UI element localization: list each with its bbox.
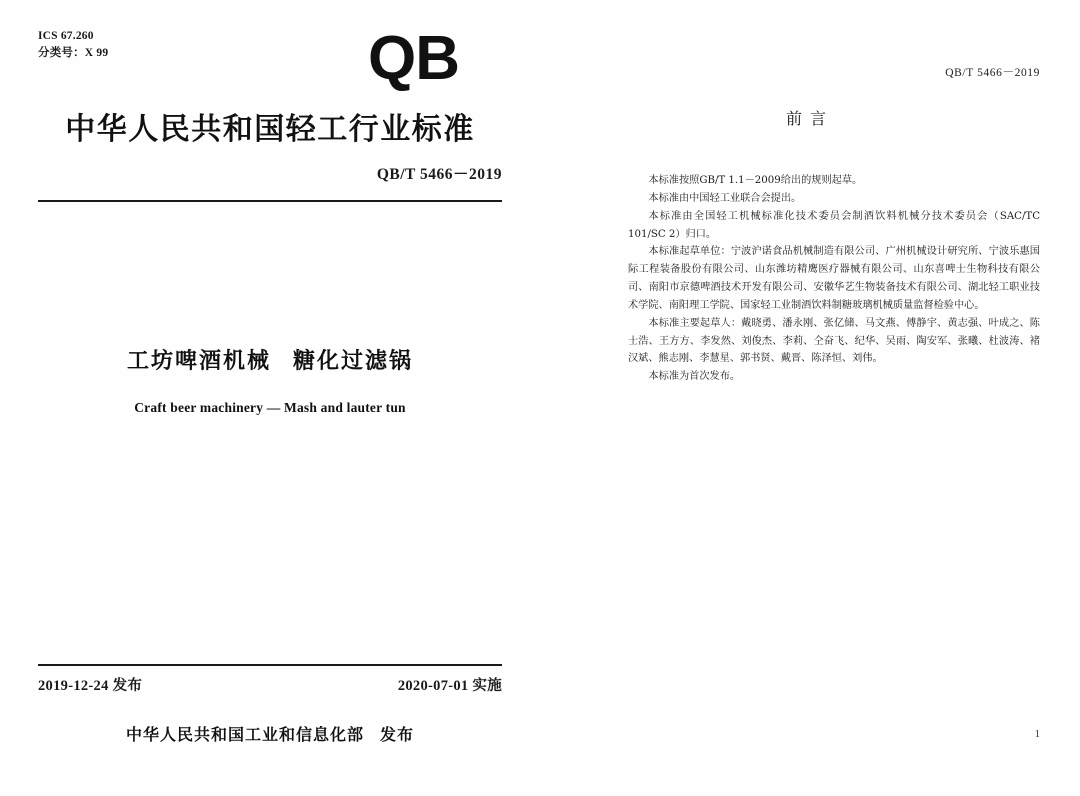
standard-title: 中华人民共和国轻工行业标准: [65, 112, 475, 147]
dates-row: [38, 674, 502, 695]
issuer-name: 中华人民共和国工业和信息化部: [125, 725, 364, 744]
implementation-date: 2020-07-01 实施: [397, 678, 502, 694]
issuer-action: 发布: [380, 725, 415, 744]
qb-logo: QB: [368, 24, 459, 93]
foreword-paragraph: 本标准主要起草人：戴晓勇、潘永刚、张亿储、马文燕、傅静宇、黄志强、叶成之、陈士浩、王方方、李发然、刘俊杰、李莉、仝奋飞、纪华、吴雨、陶安军、张曦、杜波涛、褚汉斌、熊志刚、李慧星、郭书贤、戴晋、陈泽恒、刘伟。: [628, 317, 1040, 365]
issuing-authority: [38, 722, 502, 745]
foreword-content: [580, 22, 1040, 776]
main-title-part1: 工坊啤酒机械: [126, 348, 271, 374]
main-title-part2: 糖化过滤锅: [293, 348, 414, 374]
page-header-code: QB/T 5466－2019: [945, 67, 1040, 79]
foreword-paragraph: 本标准起草单位：宁波沪诺食品机械制造有限公司、广州机械设计研究所、宁波乐惠国际工程装备股份有限公司、山东潍坊精鹰医疗器械有限公司、山东喜啤士生物科技有限公司、南阳市京德啤酒技术开发有限公司、安徽华艺生物装备技术有限公司、湖北轻工职业技术学院、南阳理工学院、国家轻工业制酒饮料制糖玻璃机械质量监督检验中心。: [628, 246, 1040, 311]
cover-content: [38, 22, 502, 776]
foreword-page: [540, 0, 1080, 796]
ics-number: ICS 67.260: [38, 30, 94, 42]
page-number: 1: [1034, 729, 1040, 740]
classification-number: 分类号：X 99: [38, 46, 109, 59]
issue-date: 2019-12-24 发布: [38, 678, 143, 694]
foreword-paragraph: 本标准按照GB/T 1.1－2009给出的规则起草。: [648, 175, 863, 186]
foreword-paragraph: 本标准由全国轻工机械标准化技术委员会制酒饮料机械分技术委员会（SAC/TC 101/SC 2）归口。: [628, 210, 1040, 240]
divider-bottom: [38, 664, 502, 666]
foreword-heading: 前言: [785, 109, 834, 128]
standard-code: QB/T 5466－2019: [376, 166, 502, 183]
ics-classification-block: [38, 28, 108, 61]
divider-top: [38, 200, 502, 202]
foreword-paragraph: 本标准为首次发布。: [648, 371, 741, 383]
foreword-body: [628, 172, 1040, 386]
foreword-paragraph: 本标准由中国轻工业联合会提出。: [648, 192, 802, 204]
document-english-title: Craft beer machinery — Mash and lauter tun: [134, 400, 406, 415]
document-main-title: [38, 344, 502, 375]
